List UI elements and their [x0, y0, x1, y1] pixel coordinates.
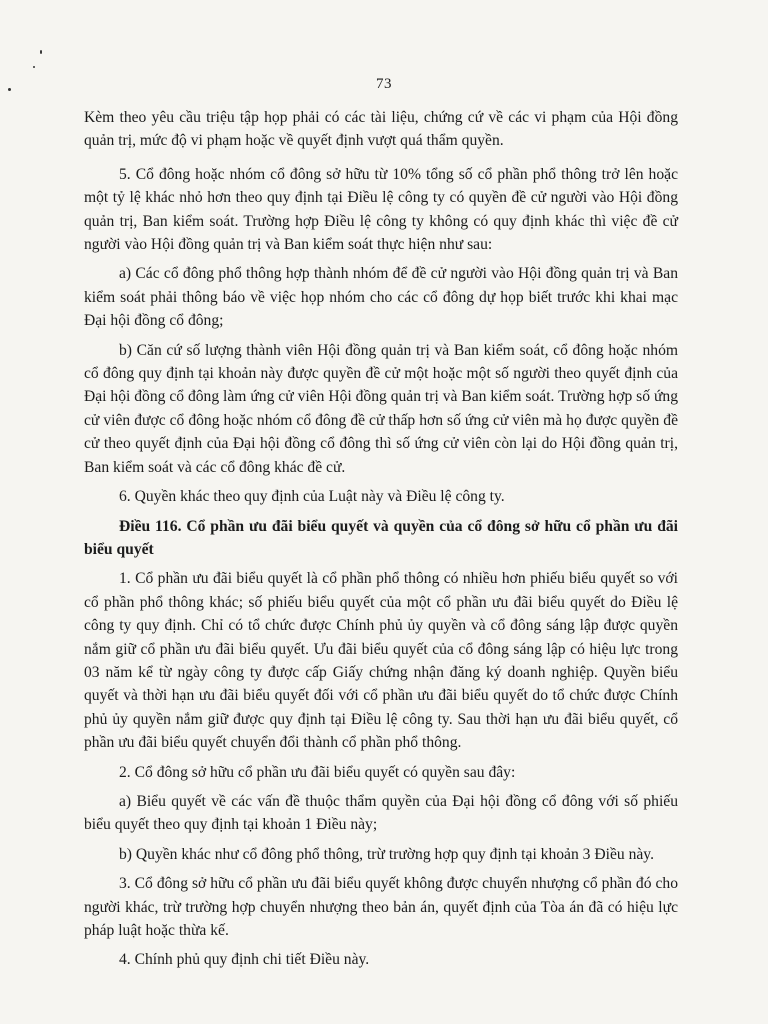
paragraph-article-116-clause-2b: b) Quyền khác như cổ đông phổ thông, trừ trường hợp quy định tại khoản 3 Điều này. [119, 845, 654, 863]
paragraph-article-116-clause-1: 1. Cổ phần ưu đãi biểu quyết là cổ phần phổ thông có nhiều hơn phiếu biểu quyết so với cổ phần phổ thông khác; số phiếu biểu quyết của một cổ phần ưu đãi biểu quyết do Điều lệ công ty quy định. Chỉ có tổ chức được Chính phủ ủy quyền và cổ đông sáng lập được quyền nắm giữ cổ phần ưu đãi biểu quyết. Ưu đãi biểu quyết của cổ đông sáng lập có hiệu lực trong 03 năm kể từ ngày công ty được cấp Giấy chứng nhận đăng ký doanh nghiệp. Quyền biểu quyết và thời hạn ưu đãi biểu quyết đối với cổ phần ưu đãi biểu quyết do tổ chức được Chính phủ ủy quyền nắm giữ được quy định tại Điều lệ công ty. Sau thời hạn ưu đãi biểu quyết, cổ phần ưu đãi biểu quyết chuyển đổi thành cổ phần phổ thông. [84, 570, 678, 752]
page-number: 73 [376, 76, 392, 92]
paragraph-article-116-clause-4: 4. Chính phủ quy định chi tiết Điều này. [119, 951, 370, 969]
paragraph-article-116-clause-3: 3. Cổ đông sở hữu cổ phần ưu đãi biểu quyết không được chuyển nhượng cổ phần đó cho người khác, trừ trường hợp chuyển nhượng theo bản án, quyết định của Tòa án đã có hiệu lực pháp luật hoặc thừa kế. [84, 875, 678, 939]
paragraph-article-116-clause-2a: a) Biểu quyết về các vấn đề thuộc thẩm quyền của Đại hội đồng cổ đông với số phiếu biểu quyết theo quy định tại khoản 1 Điều này; [84, 792, 678, 834]
scan-speck [33, 66, 35, 68]
paragraph-clause-5b: b) Căn cứ số lượng thành viên Hội đồng quản trị và Ban kiểm soát, cổ đông hoặc nhóm cổ đông quy định tại khoản này được quyền đề cử một hoặc một số người theo quyết định của Đại hội đồng cổ đông làm ứng cử viên Hội đồng quản trị và Ban kiểm soát. Trường hợp số ứng cử viên được cổ đông hoặc nhóm cổ đông đề cử thấp hơn số ứng cử viên mà họ được quyền đề cử theo quyết định của Đại hội đồng cổ đông thì số ứng cử viên còn lại do Hội đồng quản trị, Ban kiểm soát và các cổ đông khác đề cử. [84, 341, 678, 476]
article-116-heading: Điều 116. Cổ phần ưu đãi biểu quyết và quyền của cổ đông sở hữu cổ phần ưu đãi biểu quyết [84, 517, 678, 558]
scan-speck [40, 50, 42, 54]
paragraph-article-116-clause-2: 2. Cổ đông sở hữu cổ phần ưu đãi biểu quyết có quyền sau đây: [119, 763, 516, 781]
paragraph-continuation: Kèm theo yêu cầu triệu tập họp phải có các tài liệu, chứng cứ về các vi phạm của Hội đồng quản trị, mức độ vi phạm hoặc về quyết định vượt quá thẩm quyền. [84, 109, 678, 150]
document-body [84, 106, 678, 978]
paragraph-clause-5a: a) Các cổ đông phổ thông hợp thành nhóm để đề cử người vào Hội đồng quản trị và Ban kiểm soát phải thông báo về việc họp nhóm cho các cổ đông dự họp biết trước khi khai mạc Đại hội đồng cổ đông; [84, 265, 678, 330]
paragraph-clause-6: 6. Quyền khác theo quy định của Luật này và Điều lệ công ty. [119, 488, 505, 506]
paragraph-clause-5: 5. Cổ đông hoặc nhóm cổ đông sở hữu từ 10% tổng số cổ phần phổ thông trở lên hoặc một tỷ lệ khác nhỏ hơn theo quy định tại Điều lệ công ty có quyền đề cử người vào Hội đồng quản trị, Ban kiểm soát. Trường hợp Điều lệ công ty không có quy định khác thì việc đề cử người vào Hội đồng quản trị và Ban kiểm soát thực hiện như sau: [84, 165, 678, 254]
